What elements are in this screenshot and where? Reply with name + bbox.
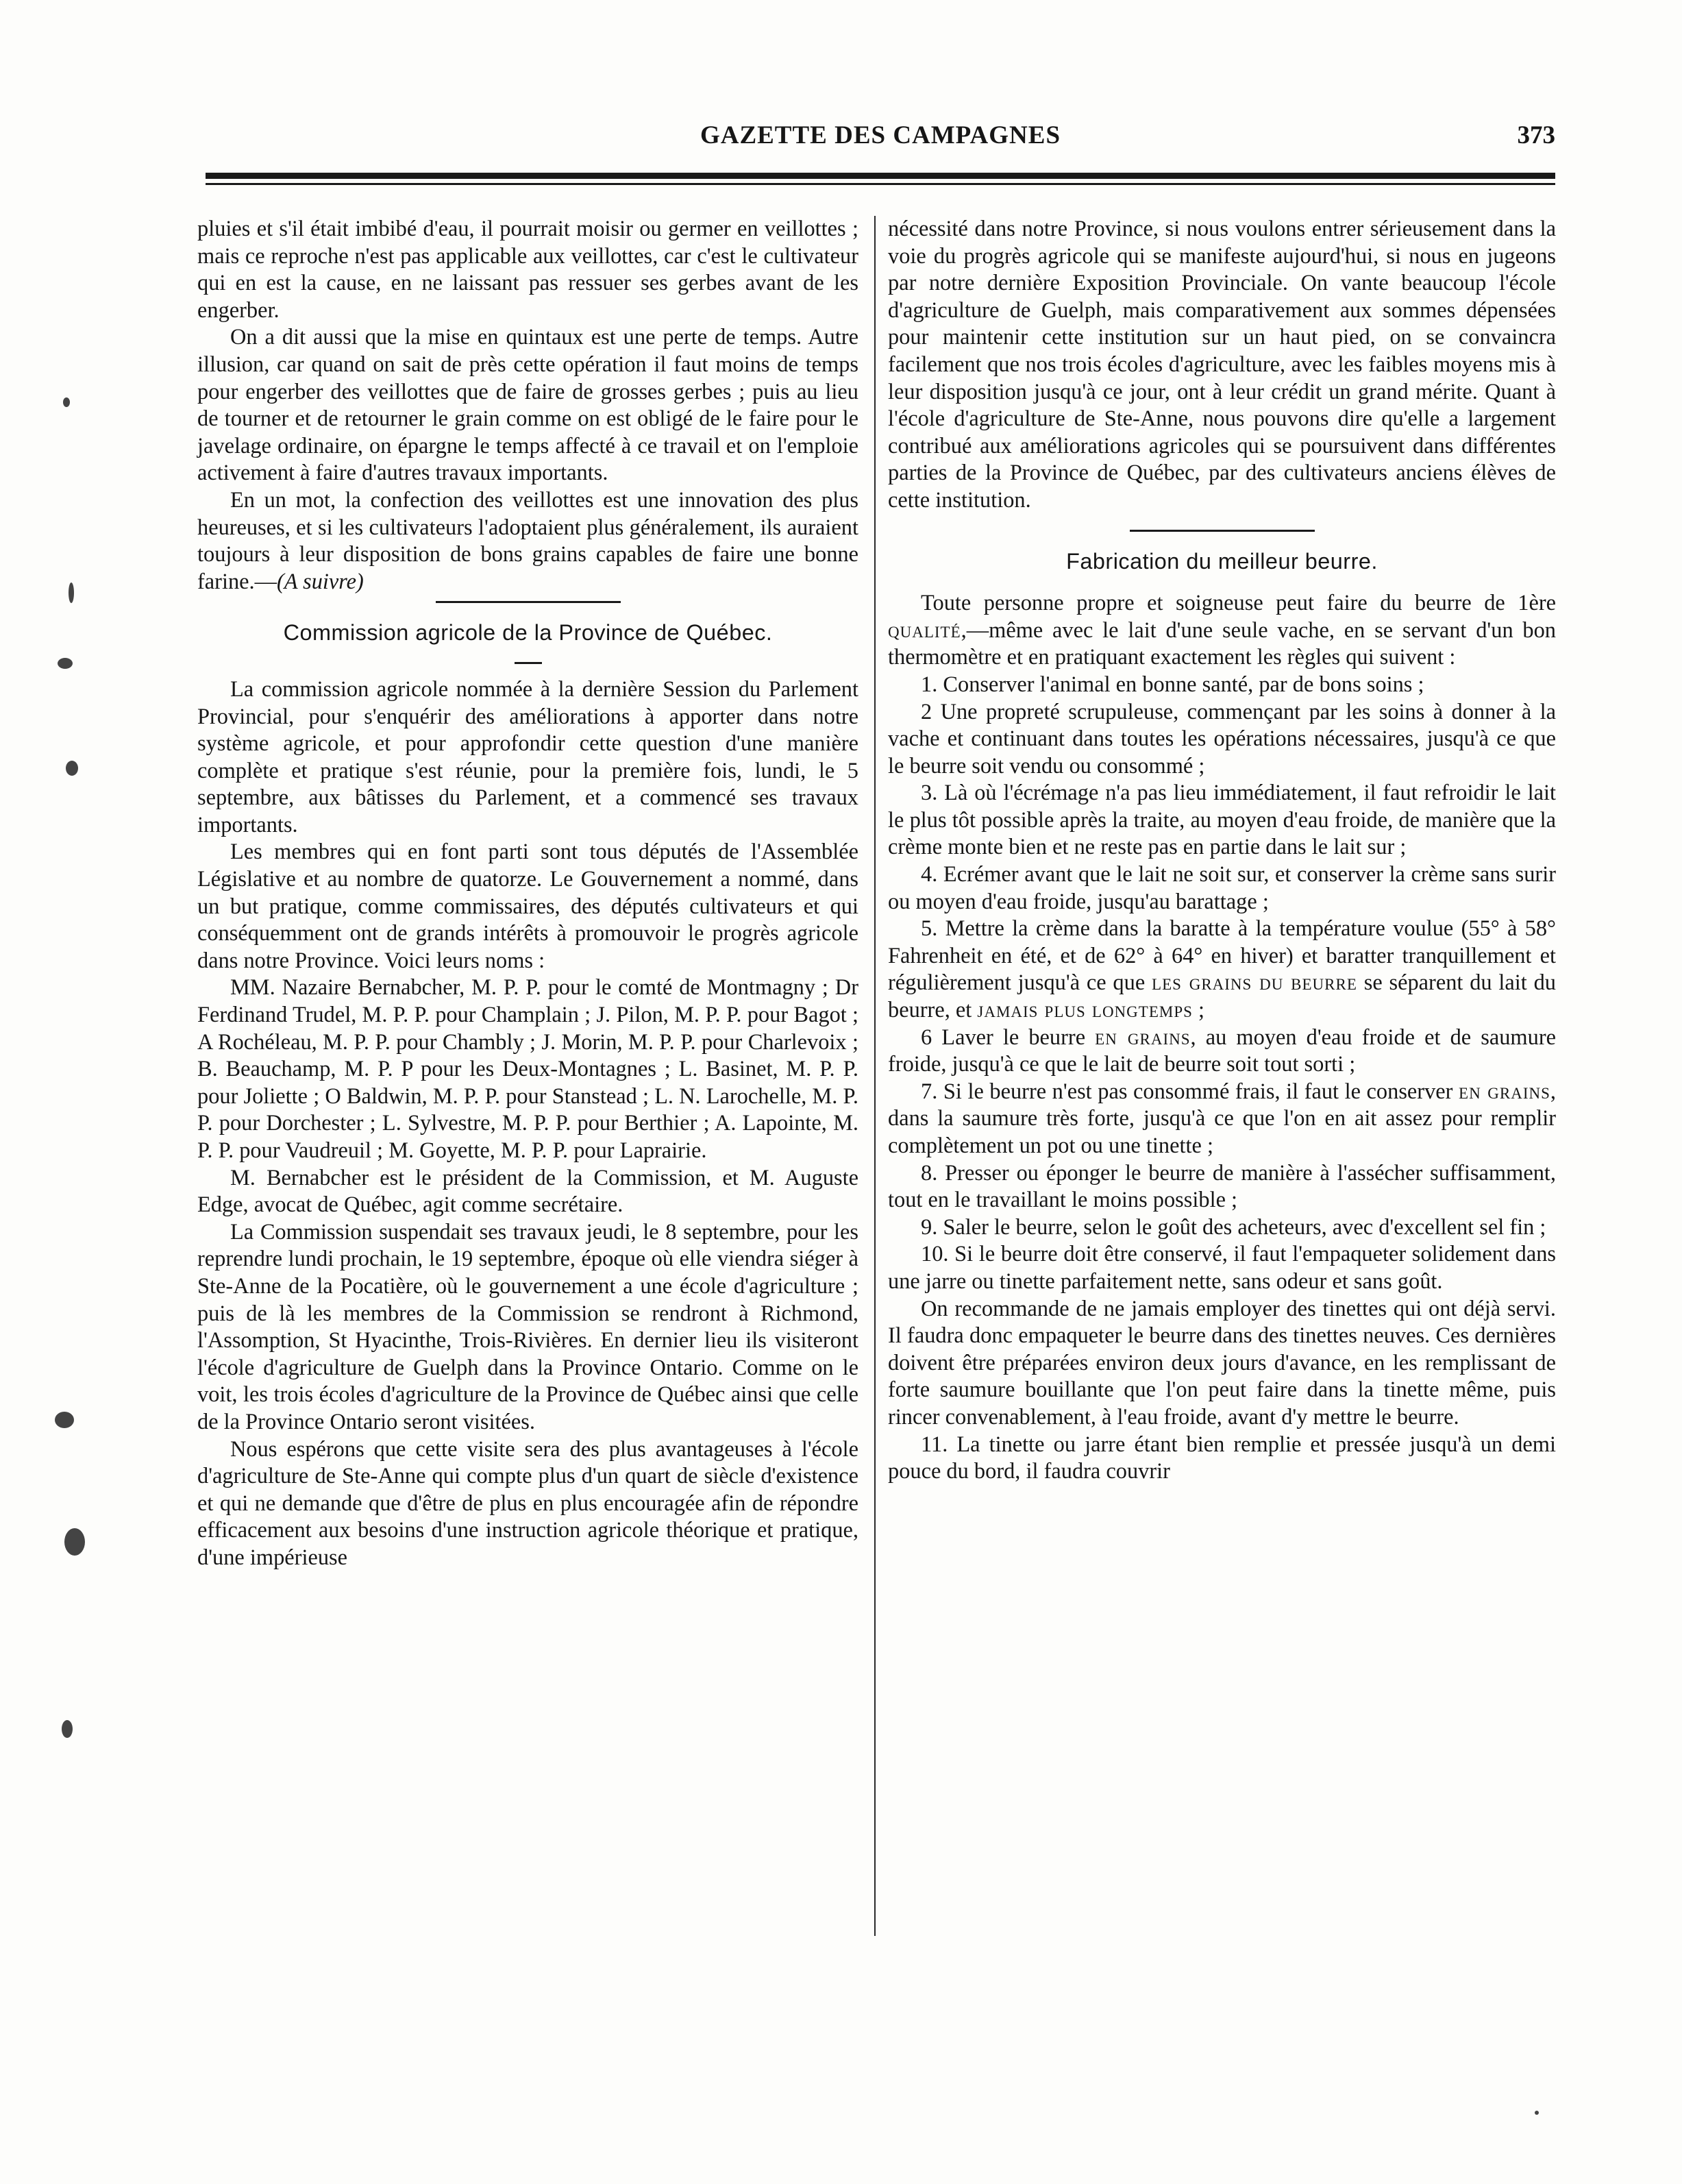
paragraph: pluies et s'il était imbibé d'eau, il pourrait moisir ou germer en veillottes ; mais ce reproche n'est pas applicable aux veillottes, car c'est le cultivateur qui en est la cause, en ne laissant pas ressuer ses gerbes avant de les engerber. — [197, 217, 858, 323]
paragraph: La Commission suspendait ses travaux jeudi, le 8 septembre, pour les reprendre lundi prochain, le 19 septembre, époque où elle viendra siéger à Ste-Anne de la Pocatière, où le gouvernement a une école d'agriculture ; puis de là les membres de la Commission se rendront à Richmond, l'Assomption, St Hyacinthe, Trois-Rivières. En dernier lieu ils visiteront l'école d'agriculture de Guelph dans la Province Ontario. Comme on le voit, les trois écoles d'agriculture de la Province de Québec ainsi que celle de la Province Ontario seront visitées. — [197, 1219, 858, 1434]
emphasis-text: jamais plus longtemps — [977, 998, 1193, 1023]
paragraph: nécessité dans notre Province, si nous voulons entrer sérieusement dans la voie du progrès agricole qui se manifeste aujourd'hui, si nous en jugeons par notre dernière Exposition Provinciale. On vante beaucoup l'école d'agriculture de Guelph, mais comparativement aux sommes dépensées pour maintenir cette institution sur un haut pied, on se convaincra facilement que nos trois écoles d'agriculture, avec les faibles moyens mis à leur disposition jusqu'à ce jour, ont à leur crédit un grand mérite. Quant à l'école d'agriculture de Ste-Anne, nous pouvons dire qu'elle a largement contribué aux améliorations agricoles qui se poursuivent dans différentes parties de la Province de Québec, par des cultivateurs anciens élèves de cette institution. — [888, 217, 1556, 513]
rule-item — [888, 916, 1556, 1024]
rule-item: 10. Si le beurre doit être conservé, il faut l'empaqueter solidement dans une jarre ou tinette parfaitement nette, sans odeur et sans goût. — [888, 1242, 1556, 1294]
left-column — [197, 216, 858, 1572]
paragraph: La commission agricole nommée à la dernière Session du Parlement Provincial, pour s'enquérir des améliorations à apporter dans notre système agricole, et pour approfondir cette question d'une manière complète et pratique s'est réunie, pour la première fois, lundi, le 5 septembre, aux bâtisses du Parlement, et a commencé ses travaux importants. — [197, 676, 858, 837]
rule-item: 4. Ecrémer avant que le lait ne soit sur, et conserver la crème sans surir ou moyen d'eau froide, jusqu'au barattage ; — [888, 862, 1556, 914]
text-run: ,—même avec le lait d'une seule vache, en se servant d'un bon thermomètre et en pratiquant exactement les règles qui suivent : — [888, 617, 1556, 670]
paragraph: Les membres qui en font parti sont tous députés de l'Assemblée Législative et au nombre de quatorze. Le Gouvernement a nommé, dans un but pratique, comme commissaires, des députés cultivateurs et qui conséquemment ont de grands intérêts à promouvoir le progrès agricole dans notre Province. Voici leurs noms : — [197, 839, 858, 973]
section-heading: Fabrication du meilleur beurre. — [1066, 548, 1378, 574]
text-run: ; — [1192, 998, 1205, 1023]
emphasis-text: qualité — [888, 617, 961, 643]
page-number: 373 — [1517, 121, 1555, 149]
rule-item: 2 Une propreté scrupuleuse, commençant par les soins à donner à la vache et continuant dans toutes les opérations nécessaires, jusqu'à ce que le beurre soit vendu ou consommé ; — [888, 699, 1556, 778]
paragraph: On a dit aussi que la mise en quintaux est une perte de temps. Autre illusion, car quand on sait de près cette opération il faut moins de temps pour engerber des veillottes que de faire de grosses gerbes ; puis au lieu de tourner et de retourner le grain comme on est obligé de le faire pour le javelage ordinaire, on épargne le temps affecté à ce travail et on l'emploie activement à faire d'autres travaux importants. — [197, 325, 858, 486]
paragraph: M. Bernabcher est le président de la Commission, et M. Auguste Edge, avocat de Québec, agit comme secrétaire. — [197, 1165, 858, 1218]
running-title: GAZETTE DES CAMPAGNES — [700, 121, 1061, 149]
text-run: 7. Si le beurre n'est pas consommé frais, il faut le conserver — [921, 1079, 1459, 1104]
section-separator — [436, 601, 621, 603]
heading-dash — [515, 662, 542, 664]
paragraph-text: En un mot, la confection des veillottes est une innovation des plus heureuses, et si les cultivateurs l'adoptaient plus généralement, ils auraient toujours à leur disposition de bons grains capables de faire une bonne farine.— — [197, 487, 858, 594]
member-list: MM. Nazaire Bernabcher, M. P. P. pour le comté de Montmagny ; Dr Ferdinand Trudel, M. P. P. pour Champlain ; J. Pilon, M. P. P. pour Bagot ; A Rochéleau, M. P. P. pour Chambly ; J. Morin, M. P. P. pour Charlevoix ; B. Beauchamp, M. P. P pour les Deux-Montagnes ; L. Basinet, M. P. P. pour Joliette ; O Baldwin, M. P. P. pour Stanstead ; L. N. Larochelle, M. P. P. pour Dorchester ; L. Sylvestre, M. P. P. pour Berthier ; A. Lapointe, M. P. P. pour Vaudreuil ; M. Goyette, M. P. P. pour Laprairie. — [197, 975, 858, 1163]
header-rule-thick — [206, 173, 1555, 179]
section-heading: Commission agricole de la Province de Québec. — [283, 620, 773, 646]
rule-item: 9. Saler le beurre, selon le goût des acheteurs, avec d'excellent sel fin ; — [921, 1214, 1546, 1240]
page-header — [206, 118, 1555, 159]
paragraph — [888, 590, 1556, 672]
emphasis-text: en grains — [1459, 1079, 1550, 1104]
paragraph — [197, 487, 858, 596]
emphasis-text: en grains — [1095, 1024, 1191, 1050]
right-column — [888, 216, 1556, 1486]
rule-item: 8. Presser ou éponger le beurre de manière à l'assécher suffisamment, tout en le travaillant le moins possible ; — [888, 1160, 1556, 1213]
text-run: Toute personne propre et soigneuse peut faire du beurre de 1ère — [921, 591, 1556, 616]
text-run: 5. Mettre la crème dans la baratte à la température voulue (55° à 58° Fahrenheit en été, et de 62° à 64° en hiver) et baratter tranquillement et régulièrement jusqu'à ce que — [888, 916, 1556, 996]
text-run: se séparent du lait du beurre, et — [888, 970, 1556, 1023]
section-separator — [1130, 530, 1315, 532]
text-run: 6 Laver le beurre — [921, 1024, 1096, 1050]
column-divider — [874, 216, 876, 1936]
text-run: , dans la saumure très forte, jusqu'à ce que l'on en ait assez pour remplir complètement un pot ou une tinette ; — [888, 1079, 1556, 1158]
rule-item: 3. Là où l'écrémage n'a pas lieu immédiatement, il faut refroidir le lait le plus tôt possible après la traite, au moyen d'eau froide, de manière que la crème monte bien et ne reste pas en partie dans le lait sur ; — [888, 781, 1556, 860]
rule-item: 11. La tinette ou jarre étant bien remplie et pressée jusqu'à un demi pouce du bord, il faudra couvrir — [888, 1432, 1556, 1484]
to-be-continued-note: (A suivre) — [277, 569, 364, 594]
rule-item — [888, 1024, 1556, 1079]
emphasis-text: les grains du beurre — [1152, 970, 1357, 996]
rule-item: 1. Conserver l'animal en bonne santé, par de bons soins ; — [921, 672, 1424, 697]
text-run: , au moyen d'eau froide et de saumure froide, jusqu'à ce que le lait de beurre soit tout sorti ; — [888, 1024, 1556, 1077]
header-rule-thin — [206, 183, 1555, 185]
rule-item — [888, 1079, 1556, 1160]
paragraph: On recommande de ne jamais employer des tinettes qui ont déjà servi. Il faudra donc empaqueter le beurre dans des tinettes neuves. Ces dernières doivent être préparées environ deux jours d'avance, en les remplissant de forte saumure bouillante que l'on peut faire dans la tinette même, puis rincer convenablement, à l'eau froide, avant d'y mettre le beurre. — [888, 1296, 1556, 1430]
paragraph: Nous espérons que cette visite sera des plus avantageuses à l'école d'agriculture de Ste-Anne qui compte plus d'un quart de siècle d'existence et qui ne demande que d'être de plus en plus encouragée afin de répondre efficacement aux besoins d'une instruction agricole théorique et pratique, d'une impérieuse — [197, 1436, 858, 1570]
